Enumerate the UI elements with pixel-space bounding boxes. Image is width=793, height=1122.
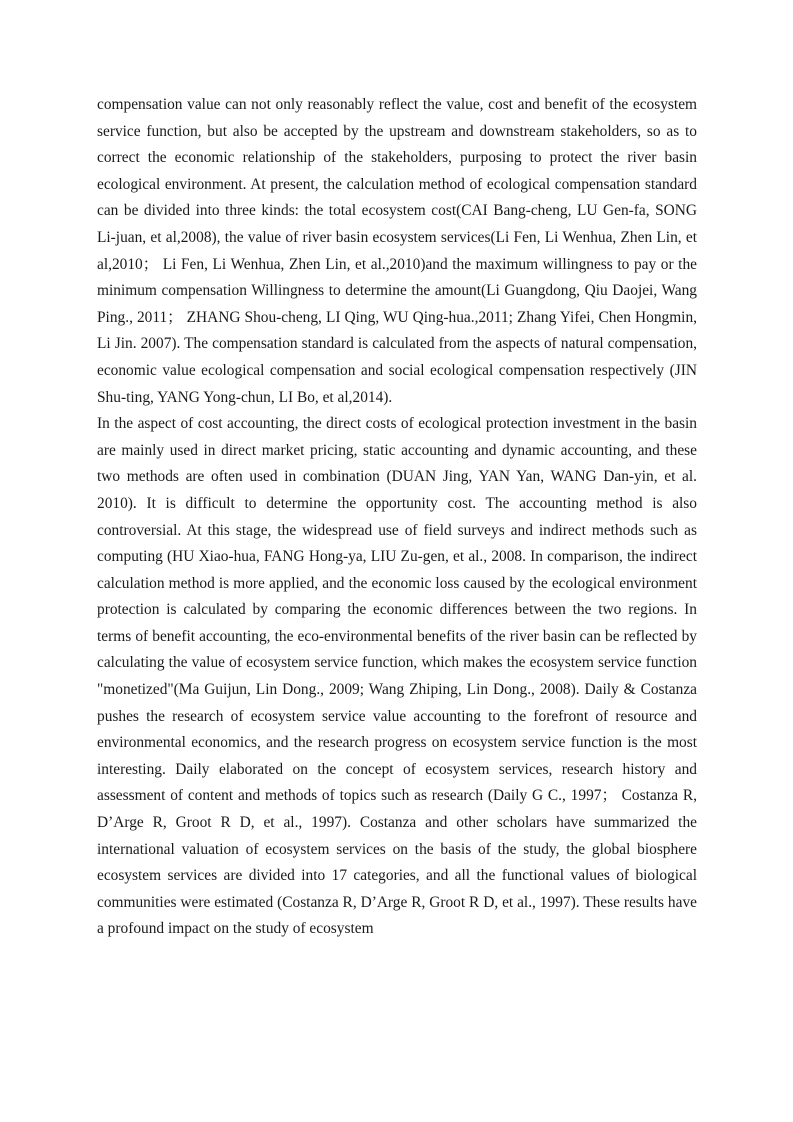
body-paragraph-1: compensation value can not only reasonably reflect the value, cost and benefit of the ecosystem service function, but also be accepted by the upstream and downstream stakeholders, so as to correct the economic relationship of the stakeholders, purposing to protect the river basin ecological environment. At present, the calculation method of ecological compensation standard can be divided into three kinds: the total ecosystem cost(CAI Bang-cheng, LU Gen-fa, SONG Li-juan, et al,2008), the value of river basin ecosystem services(Li Fen, Li Wenhua, Zhen Lin, et al,2010； Li Fen, Li Wenhua, Zhen Lin, et al.,2010)and the maximum willingness to pay or the minimum compensation Willingness to determine the amount(Li Guangdong, Qiu Daojei, Wang Ping., 2011； ZHANG Shou-cheng, LI Qing, WU Qing-hua.,2011; Zhang Yifei, Chen Hongmin, Li Jin. 2007). The compensation standard is calculated from the aspects of natural compensation, economic value ecological compensation and social ecological compensation respectively (JIN Shu-ting, YANG Yong-chun, LI Bo, et al,2014). [97, 96, 697, 406]
document-page [97, 92, 697, 943]
body-paragraph-2: In the aspect of cost accounting, the direct costs of ecological protection investment in the basin are mainly used in direct market pricing, static accounting and dynamic accounting, and these two methods are often used in combination (DUAN Jing, YAN Yan, WANG Dan-yin, et al. 2010). It is difficult to determine the opportunity cost. The accounting method is also controversial. At this stage, the widespread use of field surveys and indirect methods such as computing (HU Xiao-hua, FANG Hong-ya, LIU Zu-gen, et al., 2008. In comparison, the indirect calculation method is more applied, and the economic loss caused by the ecological environment protection is calculated by comparing the economic differences between the two regions. In terms of benefit accounting, the eco-environmental benefits of the river basin can be reflected by calculating the value of ecosystem service function, which makes the ecosystem service function "monetized"(Ma Guijun, Lin Dong., 2009; Wang Zhiping, Lin Dong., 2008). Daily & Costanza pushes the research of ecosystem service value accounting to the forefront of resource and environmental economics, and the research progress on ecosystem service function is the most interesting. Daily elaborated on the concept of ecosystem services, research history and assessment of content and methods of topics such as research (Daily G C., 1997； Costanza R, D’Arge R, Groot R D, et al., 1997). Costanza and other scholars have summarized the international valuation of ecosystem services on the basis of the study, the global biosphere ecosystem services are divided into 17 categories, and all the functional values of biological communities were estimated (Costanza R, D’Arge R, Groot R D, et al., 1997). These results have a profound impact on the study of ecosystem [97, 415, 697, 938]
